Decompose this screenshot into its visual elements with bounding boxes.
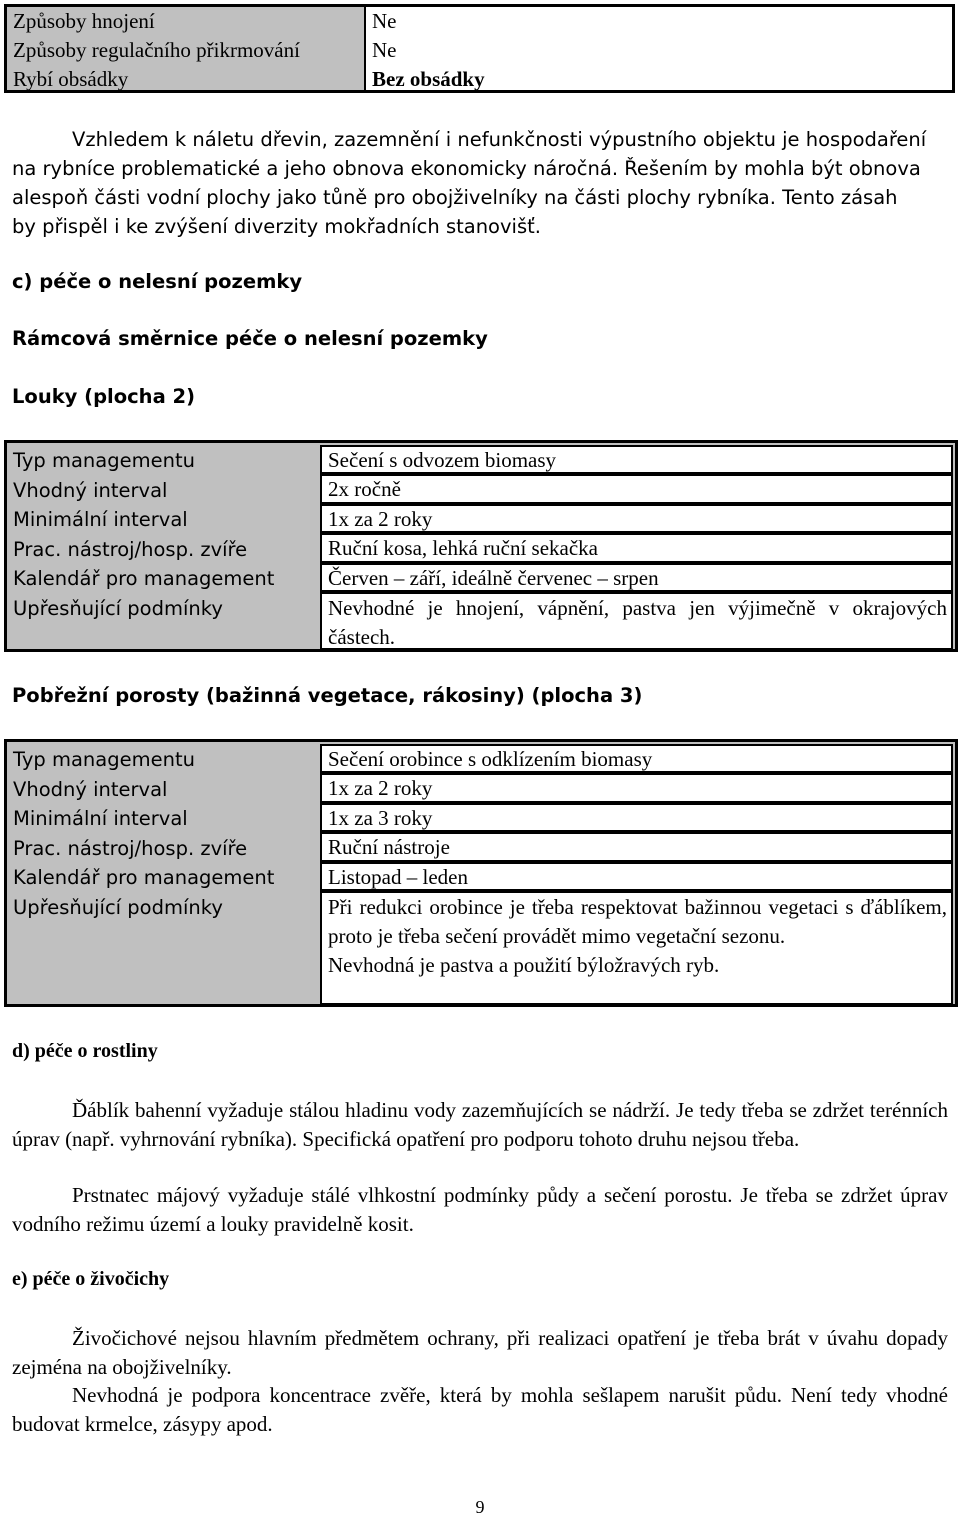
table-label: Prac. nástroj/hosp. zvíře	[13, 836, 248, 860]
porosty-labels	[13, 745, 274, 922]
table-label: Vhodný interval	[13, 478, 168, 502]
table-value	[320, 891, 953, 1005]
table-value: 1x za 2 roky	[320, 773, 953, 803]
table-label: Typ managementu	[13, 449, 195, 472]
table-value: Ruční kosa, lehká ruční sekačka	[320, 533, 953, 563]
table-value: 1x za 2 roky	[320, 504, 953, 533]
table-value: Červen – září, ideálně červenec – srpen	[320, 563, 953, 592]
table-value: Listopad – leden	[320, 862, 953, 891]
table-label: Kalendář pro management	[13, 866, 275, 889]
table-label: Kalendář pro management	[13, 567, 275, 590]
table-value: Bez obsádky	[372, 67, 485, 91]
section-e-paragraph: Živočichové nejsou hlavním předmětem ochrany, při realizaci opatření je třeba brát v úvahu dopady zejména na obojživelníky.	[12, 1326, 948, 1379]
porosty-table	[4, 739, 958, 1007]
section-e-heading: e) péče o živočichy	[12, 1268, 170, 1290]
fishpond-table	[4, 4, 955, 93]
page-number: 9	[475, 1497, 485, 1517]
table-label: Minimální interval	[13, 508, 188, 531]
table-label: Minimální interval	[13, 807, 188, 830]
louky-title: Louky (plocha 2)	[12, 385, 195, 408]
table-value: Sečení orobince s odklízením biomasy	[320, 744, 953, 773]
table-label: Upřesňující podmínky	[13, 895, 223, 919]
table-value: 1x za 3 roky	[320, 803, 953, 832]
louky-labels	[13, 446, 274, 623]
section-d-paragraph: Prstnatec májový vyžaduje stálé vlhkostní podmínky půdy a sečení porostu. Je třeba se zdržet úprav vodního režimu území a louky pravidelně kosit.	[12, 1183, 948, 1236]
table-label: Způsoby hnojení	[13, 9, 155, 33]
section-d-paragraph: Ďáblík bahenní vyžaduje stálou hladinu vody zazemňujících se nádrží. Je tedy třeba se zdržet terénních úprav (např. vyhrnování rybníka). Specifická opatření pro podporu tohoto druhu nejsou třeba.	[12, 1098, 948, 1151]
conditions-text: Při redukci orobince je třeba respektovat bažinnou vegetaci s ďáblíkem, proto je třeba sečení provádět mimo vegetační sezonu.	[328, 895, 947, 948]
table-value: Sečení s odvozem biomasy	[320, 445, 953, 474]
conditions-text: Nevhodná je pastva a použití býložravých ryb.	[328, 953, 720, 977]
intro-line: na rybníce problematické a jeho obnova ekonomicky náročná. Řešením by mohla být obnova	[12, 157, 921, 180]
louky-table	[4, 440, 958, 652]
section-e-paragraph: Nevhodná je podpora koncentrace zvěře, která by mohla sešlapem narušit půdu. Není tedy vhodné budovat krmelce, zásypy apod.	[12, 1383, 948, 1436]
table-value: Nevhodné je hnojení, vápnění, pastva jen výjimečně v okrajových částech.	[320, 592, 953, 650]
intro-line: by přispěl i ke zvýšení diverzity mokřadních stanovišť.	[12, 215, 541, 238]
table-value: Ne	[372, 38, 397, 62]
section-c-subheading: Rámcová směrnice péče o nelesní pozemky	[12, 327, 488, 350]
table-label: Typ managementu	[13, 748, 195, 771]
intro-line: Vzhledem k náletu dřevin, zazemnění i nefunkčnosti výpustního objektu je hospodaření	[72, 128, 927, 151]
table-label: Upřesňující podmínky	[13, 596, 223, 620]
table-value: Ne	[372, 9, 397, 33]
table-label: Vhodný interval	[13, 777, 168, 801]
table-label: Rybí obsádky	[13, 67, 129, 91]
porosty-title: Pobřežní porosty (bažinná vegetace, rákosiny) (plocha 3)	[12, 684, 643, 707]
intro-line: alespoň části vodní plochy jako tůně pro obojživelníky na části plochy rybníka. Tento zásah	[12, 186, 898, 209]
section-d-heading: d) péče o rostliny	[12, 1040, 158, 1062]
table-label: Způsoby regulačního přikrmování	[13, 38, 300, 62]
table-label: Prac. nástroj/hosp. zvíře	[13, 537, 248, 561]
table-value: Ruční nástroje	[320, 832, 953, 862]
fishpond-table-labels	[7, 7, 366, 90]
section-c-heading: c) péče o nelesní pozemky	[12, 270, 303, 293]
table-value: 2x ročně	[320, 474, 953, 504]
fishpond-table-values	[366, 7, 952, 90]
